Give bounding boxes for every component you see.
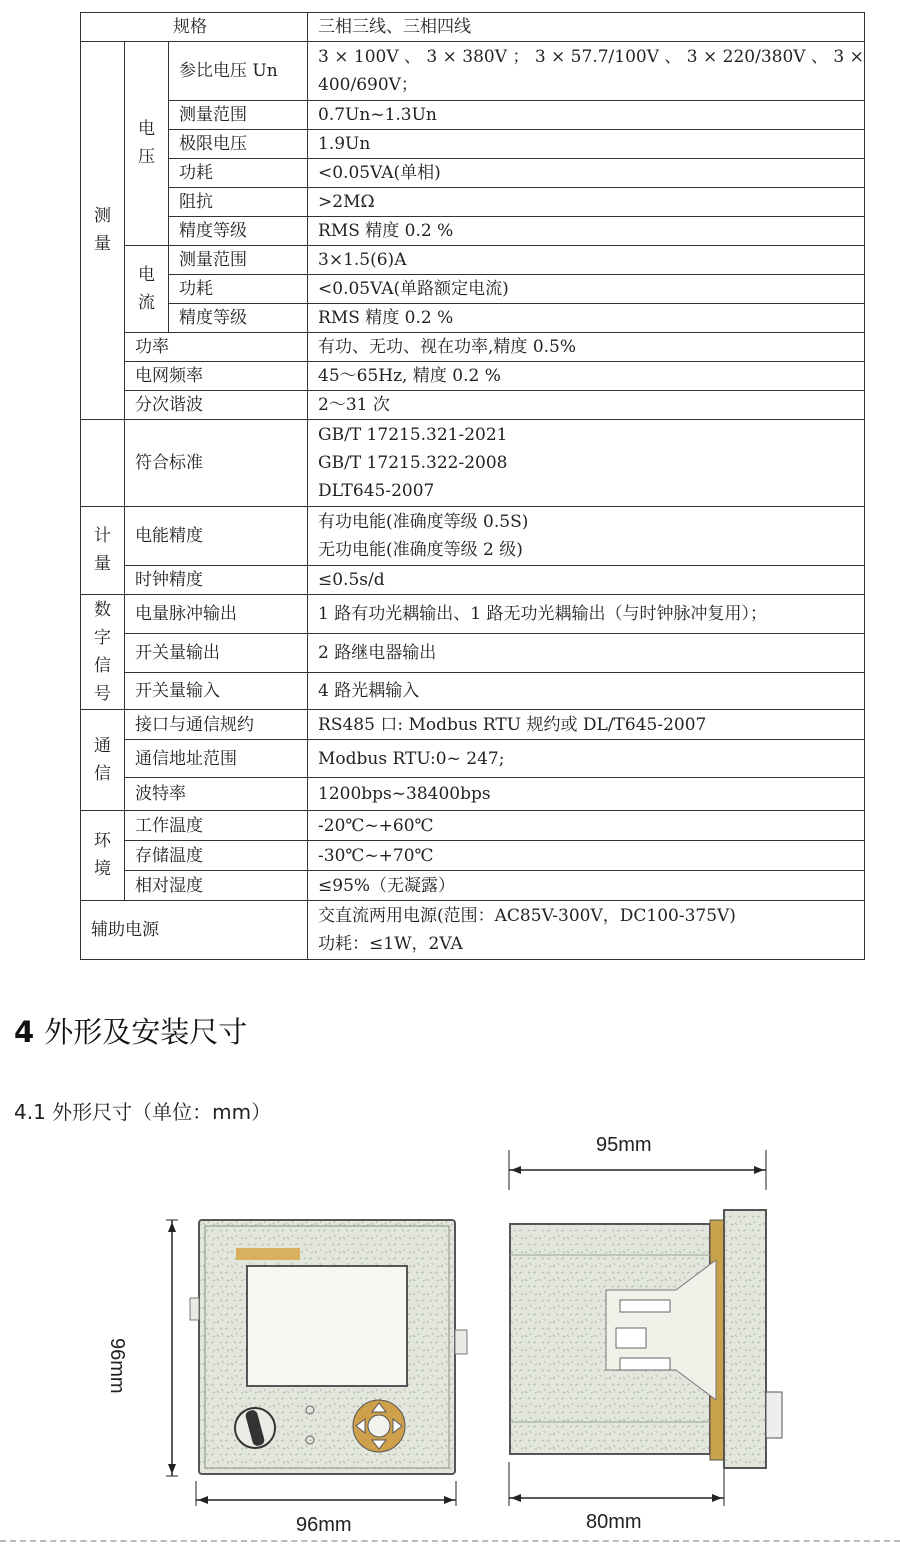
subsection-heading: 4.1 外形尺寸（单位：mm） bbox=[14, 1100, 272, 1124]
cell-label: 接口与通信规约 bbox=[125, 710, 308, 740]
dim-side-bottom: 80mm bbox=[586, 1511, 642, 1533]
table-row bbox=[81, 101, 865, 130]
cell-value: <0.05VA(单路额定电流) bbox=[308, 275, 865, 304]
cell-value: 3×1.5(6)A bbox=[308, 246, 865, 275]
cell-label: 精度等级 bbox=[169, 217, 308, 246]
cell-label: 开关量输出 bbox=[125, 634, 308, 673]
table-row bbox=[81, 333, 865, 362]
cell-label: 电能精度 bbox=[125, 507, 308, 566]
cell-value: 2～31 次 bbox=[308, 391, 865, 420]
voltage-un-value: 3 × 100V 、 3 × 380V ； 3 × 57.7/100V 、 3 × 220/380V 、 3 × 400/690V； bbox=[308, 42, 865, 101]
standards-label: 符合标准 bbox=[125, 420, 308, 507]
cell-value: 45～65Hz, 精度 0.2 % bbox=[308, 362, 865, 391]
cell-label: 极限电压 bbox=[169, 130, 308, 159]
aux-power-values: 交直流两用电源(范围：AC85V-300V，DC100-375V) 功耗：≤1W，2VA bbox=[308, 901, 865, 960]
cell-label: 功率 bbox=[125, 333, 308, 362]
table-row bbox=[81, 507, 865, 566]
cell-label: 功耗 bbox=[169, 275, 308, 304]
digital-group: 数字信号 bbox=[81, 595, 125, 710]
header-value: 三相三线、三相四线 bbox=[308, 13, 865, 42]
cell-value: -20℃~+60℃ bbox=[308, 811, 865, 841]
cell-value: 2 路继电器输出 bbox=[308, 634, 865, 673]
table-row bbox=[81, 673, 865, 710]
side-view bbox=[509, 1150, 782, 1506]
table-row bbox=[81, 566, 865, 595]
table-row bbox=[81, 188, 865, 217]
cell-label: 工作温度 bbox=[125, 811, 308, 841]
cell-label: 测量范围 bbox=[169, 101, 308, 130]
table-row bbox=[81, 811, 865, 841]
cell-value: 1.9Un bbox=[308, 130, 865, 159]
cell-label: 功耗 bbox=[169, 159, 308, 188]
cell-label: 阻抗 bbox=[169, 188, 308, 217]
cell-label: 时钟精度 bbox=[125, 566, 308, 595]
cell-label: 波特率 bbox=[125, 778, 308, 811]
table-row bbox=[81, 13, 865, 42]
cell-value: RS485 口: Modbus RTU 规约或 DL/T645-2007 bbox=[308, 710, 865, 740]
page-bottom-divider bbox=[0, 1540, 900, 1544]
standards-empty bbox=[81, 420, 125, 507]
energy-values: 有功电能(准确度等级 0.5S) 无功电能(准确度等级 2 级) bbox=[308, 507, 865, 566]
table-row bbox=[81, 595, 865, 634]
aux-power-label: 辅助电源 bbox=[81, 901, 308, 960]
cell-value: ≤0.5s/d bbox=[308, 566, 865, 595]
cell-value: <0.05VA(单相) bbox=[308, 159, 865, 188]
cell-label: 分次谐波 bbox=[125, 391, 308, 420]
table-row bbox=[81, 710, 865, 740]
table-row bbox=[81, 634, 865, 673]
spec-table bbox=[80, 12, 865, 960]
table-row bbox=[81, 420, 865, 507]
cell-label: 电网频率 bbox=[125, 362, 308, 391]
dim-side-top: 95mm bbox=[596, 1134, 652, 1156]
cell-value: ≤95%（无凝露） bbox=[308, 871, 865, 901]
measurement-group: 测量 bbox=[81, 42, 125, 420]
env-group: 环境 bbox=[81, 811, 125, 901]
dimension-drawings bbox=[0, 1130, 900, 1540]
cell-value: 有功、无功、视在功率,精度 0.5% bbox=[308, 333, 865, 362]
standards-values: GB/T 17215.321-2021 GB/T 17215.322-2008 DLT645-2007 bbox=[308, 420, 865, 507]
table-row bbox=[81, 871, 865, 901]
cell-value: Modbus RTU:0~ 247; bbox=[308, 740, 865, 778]
table-row bbox=[81, 130, 865, 159]
header-label: 规格 bbox=[81, 13, 308, 42]
section-heading: 4 外形及安装尺寸 bbox=[14, 1015, 248, 1049]
table-row bbox=[81, 42, 865, 101]
cell-value: 0.7Un~1.3Un bbox=[308, 101, 865, 130]
cell-label: 电量脉冲输出 bbox=[125, 595, 308, 634]
cell-value: 1200bps~38400bps bbox=[308, 778, 865, 811]
cell-label: 测量范围 bbox=[169, 246, 308, 275]
table-row bbox=[81, 841, 865, 871]
voltage-group: 电压 bbox=[125, 42, 169, 246]
table-row bbox=[81, 362, 865, 391]
cell-label: 开关量输入 bbox=[125, 673, 308, 710]
cell-label: 相对湿度 bbox=[125, 871, 308, 901]
table-row bbox=[81, 246, 865, 275]
cell-value: -30℃~+70℃ bbox=[308, 841, 865, 871]
table-row bbox=[81, 778, 865, 811]
voltage-un-label: 参比电压 Un bbox=[169, 42, 308, 101]
table-row bbox=[81, 275, 865, 304]
current-group: 电流 bbox=[125, 246, 169, 333]
cell-label: 通信地址范围 bbox=[125, 740, 308, 778]
cell-value: 4 路光耦输入 bbox=[308, 673, 865, 710]
cell-value: RMS 精度 0.2 % bbox=[308, 217, 865, 246]
cell-value: 1 路有功光耦输出、1 路无功光耦输出（与时钟脉冲复用）； bbox=[308, 595, 865, 634]
cell-label: 精度等级 bbox=[169, 304, 308, 333]
front-view bbox=[166, 1220, 467, 1506]
cell-label: 存储温度 bbox=[125, 841, 308, 871]
cell-value: RMS 精度 0.2 % bbox=[308, 304, 865, 333]
table-row bbox=[81, 901, 865, 960]
cell-value: >2MΩ bbox=[308, 188, 865, 217]
dim-front-height: 96mm bbox=[106, 1338, 128, 1394]
table-row bbox=[81, 740, 865, 778]
dim-front-width: 96mm bbox=[296, 1514, 352, 1536]
table-row bbox=[81, 217, 865, 246]
table-row bbox=[81, 304, 865, 333]
comm-group: 通信 bbox=[81, 710, 125, 811]
table-row bbox=[81, 391, 865, 420]
metering-group: 计量 bbox=[81, 507, 125, 595]
table-row bbox=[81, 159, 865, 188]
